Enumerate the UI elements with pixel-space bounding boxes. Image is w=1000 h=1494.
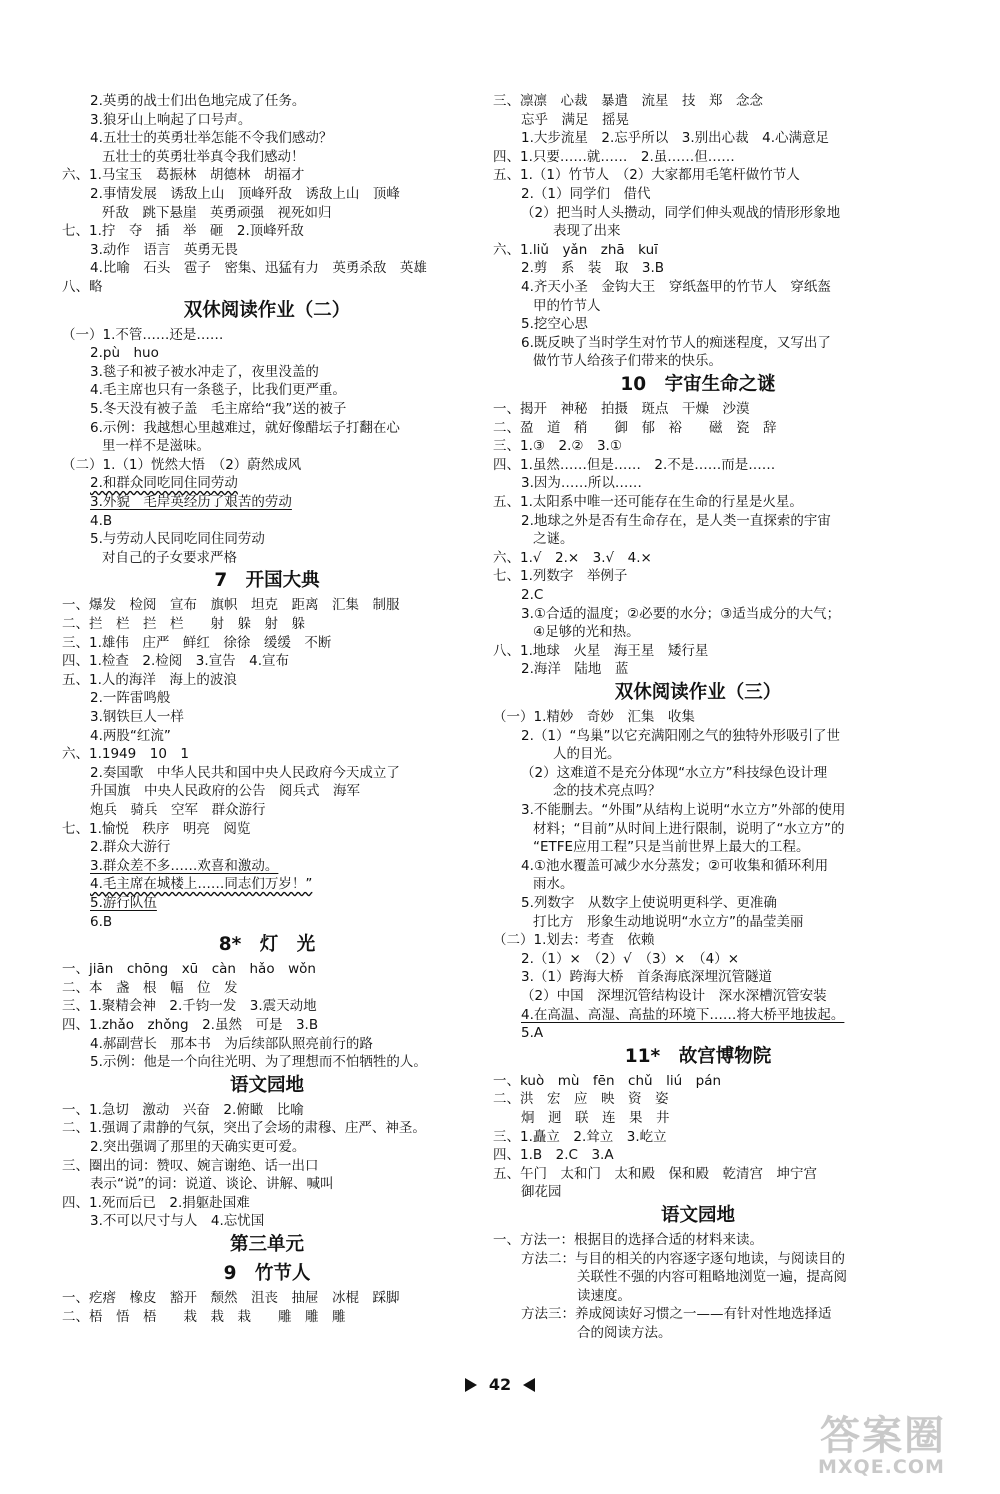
answer-line: 方法三：养成阅读好习惯之一——有针对性地选择适 (521, 1306, 832, 1323)
answer-line: 甲的竹节人 (533, 297, 601, 314)
answer-line: 关联性不强的内容可粗略地浏览一遍，提高阅 (577, 1269, 847, 1286)
answer-line: 2.（1）同学们 借代 (521, 186, 651, 202)
answer-line: （2）把当时人头攒动，同学们伸头观战的情形形象地 (521, 204, 841, 221)
answer-line: 忘乎 满足 摇晃 (521, 111, 629, 128)
section-heading: 9 竹节人 (223, 1263, 311, 1284)
answer-line: 二、盈 道 稍 御 郁 裕 磁 瓷 辞 (493, 419, 777, 436)
answer-line: 一、揭开 神秘 拍摄 斑点 干燥 沙漠 (493, 401, 750, 417)
answer-line: 表现了出来 (553, 223, 621, 240)
answer-line: 二、本 盏 根 幅 位 发 (62, 979, 238, 996)
answer-line: 3.因为……所以…… (521, 475, 642, 492)
answer-line: 御花园 (521, 1184, 562, 1201)
answer-line: 人的目光。 (553, 746, 621, 763)
answer-line: 3.动作 语言 英勇无畏 (90, 241, 238, 258)
answer-line: 五、1.人的海洋 海上的波浪 (62, 671, 237, 688)
answer-line: 二、洪 宏 应 映 资 姿 (493, 1091, 669, 1108)
answer-line: 歼敌 跳下悬崖 英勇顽强 视死如归 (102, 204, 332, 221)
answer-line: 七、1.愉悦 秩序 明亮 阅览 (62, 820, 251, 837)
answer-line: 2.突出强调了那里的天确实更可爱。 (90, 1139, 306, 1155)
section-heading: 第三单元 (229, 1234, 304, 1255)
answer-line: 3.不能删去。“外围”从结构上说明“水立方”外部的使用 (521, 802, 846, 818)
answer-line: 3.①合适的温度；②必要的水分；③适当成分的大气； (521, 605, 841, 622)
watermark-logo (790, 1404, 980, 1486)
answer-line: 2.群众大游行 (90, 839, 171, 856)
answer-line: 对自己的子女要求严格 (102, 549, 237, 566)
answer-line: 三、1.矗立 2.耸立 3.屹立 (493, 1128, 667, 1145)
answer-line: 六、1.1949 10 1 (62, 746, 190, 763)
answer-line: 打比方 形象生动地说明“水立方”的晶莹美丽 (533, 913, 804, 930)
watermark-domain: MXQE.COM (818, 1456, 945, 1478)
answer-line: 五、午门 太和门 太和殿 保和殿 乾清宫 坤宁宫 (493, 1165, 817, 1182)
answer-line: 4.毛主席在城楼上……同志们万岁！” (90, 876, 313, 893)
section-heading: 双休阅读作业（三） (614, 682, 782, 703)
answer-line: 6.示例：我越想心里越难过，就好像醋坛子打翻在心 (90, 419, 400, 436)
answer-line: 炯 迥 联 连 果 井 (521, 1110, 670, 1126)
answer-line: 三、1.聚精会神 2.千钧一发 3.震天动地 (62, 998, 317, 1015)
answer-line: 2.和群众同吃同住同劳动 (90, 475, 238, 492)
answer-line: 3.不可以尺寸与人 4.忘忧国 (90, 1213, 265, 1230)
answer-line: 3.群众差不多……欢喜和激动。 (90, 857, 279, 874)
answer-line: 5.挖空心思 (521, 316, 588, 333)
answer-line: 二、梧 悟 梧 栽 栽 栽 雕 雕 雕 (62, 1308, 346, 1325)
answer-line: 材料；“目前”从时间上进行限制，说明了“水立方”的 (533, 820, 845, 837)
answer-line: 2.一阵雷鸣般 (90, 690, 171, 707)
answer-line: 1.大步流星 2.忘乎所以 3.别出心裁 4.心满意足 (521, 130, 830, 147)
answer-line: 四、1.检查 2.检阅 3.宣告 4.宣布 (62, 653, 290, 670)
answer-line: 3.狼牙山上响起了口号声。 (90, 111, 252, 128)
answer-line: 四、1.死而后已 2.捐躯赴国难 (62, 1194, 250, 1211)
answer-line: （2）中国 深埋沉管结构设计 深水深槽沉管安装 (521, 988, 827, 1004)
answer-line: 七、1.列数字 举例子 (493, 568, 628, 585)
answer-line: 里一样不是滋味。 (102, 438, 210, 455)
section-heading: 10 宇宙生命之谜 (620, 374, 776, 395)
answer-line: 雨水。 (533, 876, 574, 893)
answer-line: 2.（1）“鸟巢”以它充满阳刚之气的独特外形吸引了世 (521, 727, 840, 744)
answer-line: 5.示例：他是一个向往光明、为了理想而不怕牺牲的人。 (90, 1054, 427, 1071)
answer-line: 一、1.急切 激动 兴奋 2.俯瞰 比喻 (62, 1101, 304, 1118)
answer-line: 6.既反映了当时学生对竹节人的痴迷程度，又写出了 (521, 334, 831, 351)
answer-line: （一）1.精妙 奇妙 汇集 收集 (493, 709, 695, 725)
answer-line: 2.事情发展 诱敌上山 顶峰歼敌 诱敌上山 顶峰 (90, 186, 400, 202)
section-heading: 11* 故宫博物院 (624, 1045, 772, 1067)
answer-line: （二）1.划去：考查 依赖 (493, 932, 655, 949)
answer-line: 念的技术亮点吗？ (553, 783, 661, 800)
answer-line: 五、1.太阳系中唯一还可能存在生命的行星是火星。 (493, 494, 803, 510)
answer-line: ④足够的光和热。 (533, 624, 640, 641)
answer-line: 3.钢铁巨人一样 (90, 709, 184, 725)
answer-line: 炮兵 骑兵 空军 群众游行 (90, 802, 266, 818)
answer-line: 八、略 (62, 279, 103, 295)
answer-line: 四、1.只要……就…… 2.虽……但…… (493, 148, 735, 165)
answer-line: 升国旗 中央人民政府的公告 阅兵式 海军 (90, 783, 360, 800)
answer-line: 3.（1）跨海大桥 首条海底深埋沉管隧道 (521, 969, 772, 986)
answer-line: 六、1.马宝玉 葛振林 胡德林 胡福才 (62, 167, 305, 184)
answer-line: 2.C (521, 587, 544, 603)
answer-line: 一、kuò mù fēn chǔ liú pán (493, 1072, 722, 1089)
left-arrow-icon (523, 1378, 535, 1392)
answer-line: 五、1.（1）竹节人 （2）大家都用毛笔杆做竹节人 (493, 167, 800, 184)
answer-line: 一、爆发 检阅 宣布 旗帜 坦克 距离 汇集 制服 (62, 597, 400, 614)
answer-line: 七、1.拧 夺 插 举 砸 2.顶峰歼敌 (62, 223, 304, 240)
section-heading: 8* 灯 光 (218, 934, 316, 956)
answer-line: 三、圈出的词：赞叹、婉言谢绝、话一出口 (62, 1157, 319, 1174)
section-heading: 7 开国大典 (214, 570, 320, 592)
answer-line: 4.五壮士的英勇壮举怎能不令我们感动？ (90, 130, 333, 147)
answer-line: 4.比喻 石头 雹子 密集、迅猛有力 英勇杀敌 英雄 (90, 260, 427, 277)
answer-line: 2.pù huo (90, 345, 159, 362)
section-heading: 语文园地 (660, 1205, 735, 1226)
answer-line: 一、方法一：根据目的选择合适的材料来读。 (493, 1232, 763, 1248)
answer-line: 一、jiān chōng xū càn hǎo wǒn (62, 961, 316, 978)
answer-line: 4.齐天小圣 金钩大王 穿纸盔甲的竹节人 穿纸盔 (521, 279, 831, 295)
answer-line: 5.列数字 从数字上使说明更科学、更准确 (521, 895, 777, 911)
answer-line: 6.B (90, 913, 113, 930)
right-arrow-icon (465, 1378, 477, 1392)
answer-line: 4.毛主席也只有一条毯子，比我们更严重。 (90, 382, 346, 399)
answer-line: 六、1.√ 2.× 3.√ 4.× (493, 549, 652, 566)
answer-line: 三、1.③ 2.② 3.① (493, 438, 622, 455)
answer-line: 4.在高温、高湿、高盐的环境下……将大桥平地拔起。 (521, 1006, 845, 1023)
answer-line: 表示“说”的词：说道、谈论、讲解、喊叫 (90, 1176, 334, 1193)
answer-line: 四、1.B 2.C 3.A (493, 1147, 614, 1164)
answer-line: 4.郝副营长 那本书 为后续部队照亮前行的路 (90, 1035, 373, 1052)
answer-line: 5.冬天没有被子盖 毛主席给“我”送的被子 (90, 401, 347, 417)
answer-line: 三、凛凛 心裁 暴遣 流星 技 郑 念念 (493, 93, 763, 109)
answer-line: 合的阅读方法。 (577, 1325, 672, 1341)
answer-line: （二）1.（1）恍然大悟 （2）蔚然成风 (62, 456, 302, 473)
answer-line: 六、1.liǔ yǎn zhā kuī (493, 241, 658, 258)
answer-line: 二、拦 栏 拦 栏 射 躲 射 躲 (62, 616, 305, 632)
answer-line: 3.毯子和被子被水冲走了，夜里没盖的 (90, 363, 319, 380)
answer-line: （2）这难道不是充分体现“水立方”科技绿色设计理 (521, 764, 828, 781)
answer-line: 二、1.强调了肃静的气氛，突出了会场的肃穆、庄严、神圣。 (62, 1120, 426, 1137)
answer-line: “ETFE应用工程”只是当前世界上最大的工程。 (533, 839, 810, 856)
answer-line: 2.海洋 陆地 蓝 (521, 661, 629, 678)
answer-line: 2.地球之外是否有生命存在，是人类一直探索的宇宙 (521, 512, 831, 529)
page-footer (0, 1374, 1000, 1396)
answer-line: 5.游行队伍 (90, 895, 157, 911)
answer-line: （一）1.不管……还是…… (62, 326, 224, 343)
answer-line: 四、1.zhǎo zhǒng 2.虽然 可是 3.B (62, 1017, 319, 1033)
answer-line: 4.B (90, 512, 113, 529)
answer-line: 4.①池水覆盖可减少水分蒸发；②可收集和循环利用 (521, 857, 829, 874)
answer-line: 一、疙瘩 橡皮 豁开 颓然 沮丧 抽屉 冰棍 踩脚 (62, 1290, 400, 1306)
answer-line: 方法二：与目的相关的内容逐字逐句地读，与阅读目的 (521, 1250, 845, 1267)
answer-line: 2.剪 系 装 取 3.B (521, 260, 665, 277)
watermark-brand: 答案圈 (820, 1413, 946, 1459)
answer-line: 2.（1）× （2）√ （3）× （4）× (521, 950, 740, 967)
section-heading: 双休阅读作业（二） (183, 299, 351, 321)
answer-line: 三、1.雄伟 庄严 鲜红 徐徐 缓缓 不断 (62, 634, 332, 651)
answer-line: 5.A (521, 1025, 544, 1042)
answer-line: 做竹节人给孩子们带来的快乐。 (533, 353, 722, 370)
answer-line: 3.外貌 毛岸英经历了艰苦的劳动 (90, 494, 292, 510)
answer-line: 四、1.虽然……但是…… 2.不是……而是…… (493, 456, 776, 473)
answer-line: 五壮士的英勇壮举真令我们感动！ (102, 148, 305, 165)
answer-line: 之谜。 (533, 531, 574, 548)
answer-line: 八、1.地球 火星 海王星 矮行星 (493, 642, 709, 659)
page-number: 42 (488, 1375, 512, 1394)
answer-line: 4.两股“红流” (90, 727, 171, 744)
section-heading: 语文园地 (229, 1074, 304, 1096)
answer-line: 2.奏国歌 中华人民共和国中央人民政府今天成立了 (90, 764, 400, 781)
answer-line: 读速度。 (577, 1287, 631, 1304)
answer-line: 2.英勇的战士们出色地完成了任务。 (90, 93, 306, 109)
answer-line: 5.与劳动人民同吃同住同劳动 (90, 531, 265, 548)
